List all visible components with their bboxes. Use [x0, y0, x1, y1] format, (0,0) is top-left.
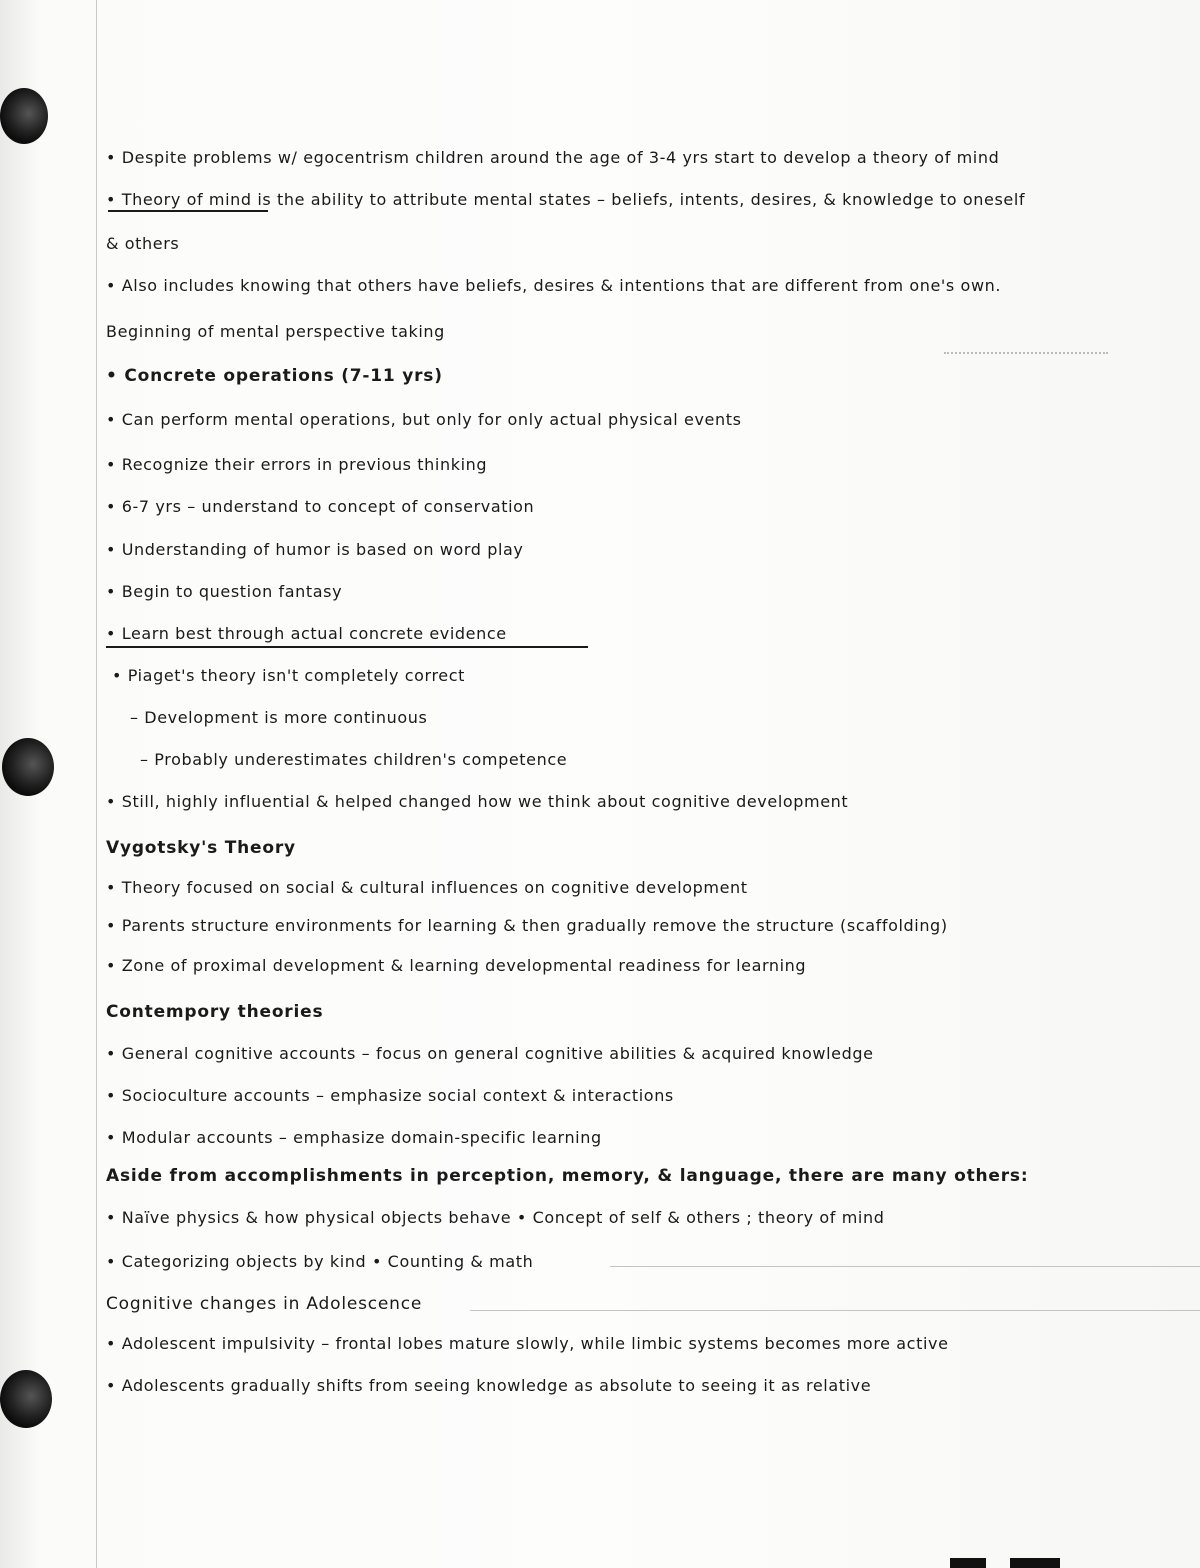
note-line: • Zone of proximal development & learning developmental readiness for learning: [106, 956, 807, 975]
note-line: – Development is more continuous: [130, 708, 428, 727]
note-line: • Learn best through actual concrete evidence: [106, 624, 507, 643]
page-edge-mark: [1010, 1558, 1060, 1568]
note-line: • Understanding of humor is based on word play: [106, 540, 524, 559]
note-line: • Recognize their errors in previous thinking: [106, 455, 488, 474]
note-line: • Adolescents gradually shifts from seeing knowledge as absolute to seeing it as relative: [106, 1376, 872, 1395]
note-line: Beginning of mental perspective taking: [106, 322, 445, 341]
faint-marks: [944, 352, 1108, 364]
note-line: • Parents structure environments for learning & then gradually remove the structure (scaffolding): [106, 916, 948, 935]
note-line: • Can perform mental operations, but only for only actual physical events: [106, 410, 742, 429]
margin-line: [96, 0, 97, 1568]
note-line: • Theory of mind is the ability to attribute mental states – beliefs, intents, desires, & knowledge to oneself: [106, 190, 1026, 209]
binder-hole: [2, 738, 54, 796]
section-heading: Vygotsky's Theory: [106, 838, 296, 858]
note-line: • Despite problems w/ egocentrism children around the age of 3-4 yrs start to develop a theory of mind: [106, 148, 1000, 167]
section-heading: Contempory theories: [106, 1002, 324, 1022]
section-heading: Aside from accomplishments in perception, memory, & language, there are many others:: [106, 1166, 1029, 1186]
note-line: • 6-7 yrs – understand to concept of conservation: [106, 497, 535, 516]
section-heading: Cognitive changes in Adolescence: [106, 1294, 423, 1314]
note-line: • Socioculture accounts – emphasize social context & interactions: [106, 1086, 674, 1105]
note-line: • Theory focused on social & cultural influences on cognitive development: [106, 878, 748, 897]
note-line: • Naïve physics & how physical objects behave • Concept of self & others ; theory of mind: [106, 1208, 885, 1227]
note-line: & others: [106, 234, 180, 253]
note-line: • Also includes knowing that others have beliefs, desires & intentions that are different from one's own.: [106, 276, 1002, 295]
section-heading: • Concrete operations (7-11 yrs): [106, 366, 443, 386]
binder-hole: [0, 88, 48, 144]
ruled-line: [610, 1266, 1200, 1267]
page-edge-mark: [950, 1558, 986, 1568]
note-line: • Piaget's theory isn't completely correct: [112, 666, 465, 685]
ruled-line: [470, 1310, 1200, 1311]
note-line: • Adolescent impulsivity – frontal lobes mature slowly, while limbic systems becomes more active: [106, 1334, 949, 1353]
note-line: – Probably underestimates children's competence: [140, 750, 568, 769]
note-line: • Modular accounts – emphasize domain-specific learning: [106, 1128, 602, 1147]
underline: [108, 210, 268, 212]
note-line: • Still, highly influential & helped changed how we think about cognitive development: [106, 792, 849, 811]
note-line: • Begin to question fantasy: [106, 582, 343, 601]
note-line: • Categorizing objects by kind • Counting & math: [106, 1252, 534, 1271]
note-line: • General cognitive accounts – focus on general cognitive abilities & acquired knowledge: [106, 1044, 874, 1063]
underline: [106, 646, 588, 648]
binder-hole: [0, 1370, 52, 1428]
